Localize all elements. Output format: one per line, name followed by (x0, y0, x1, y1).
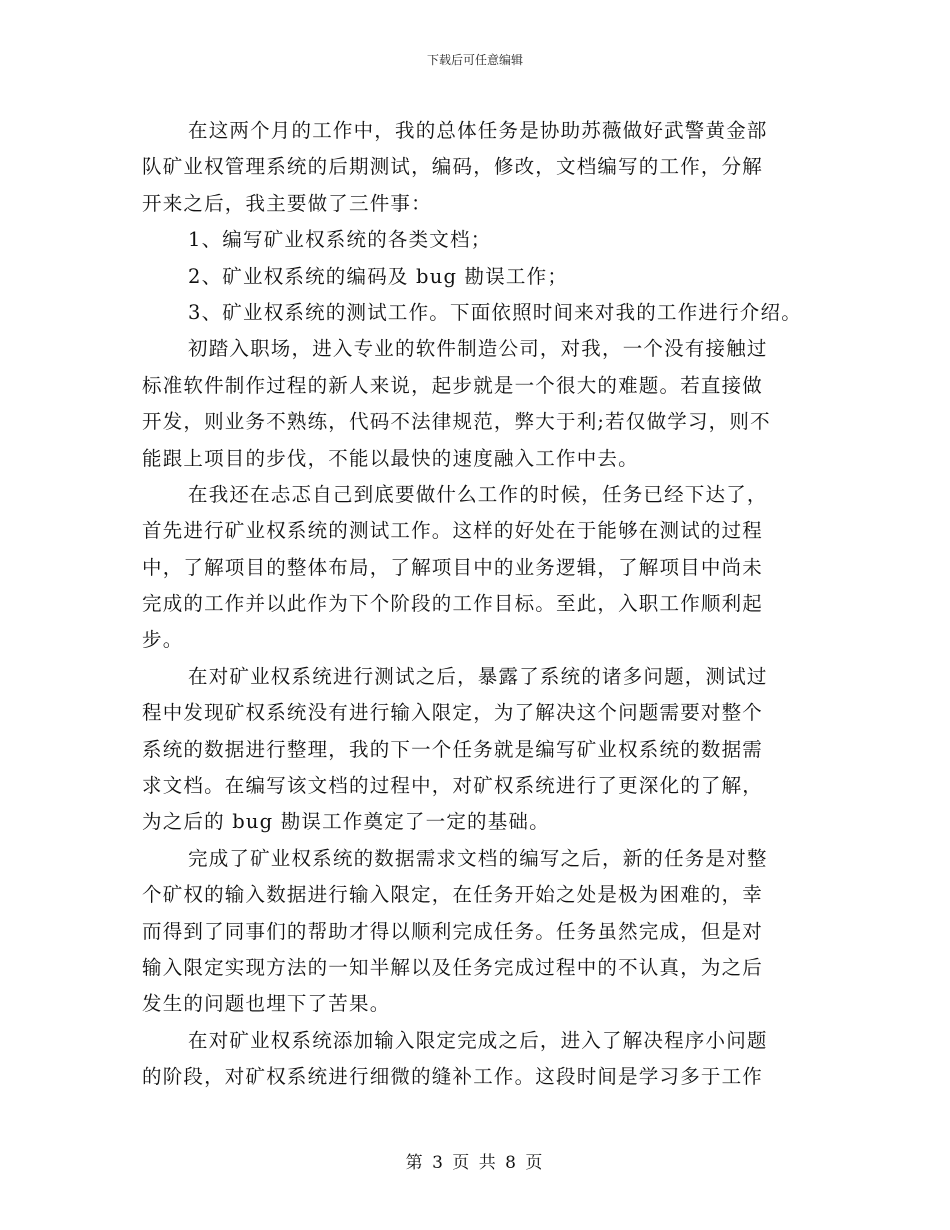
paragraph-bug-fixing (142, 1023, 822, 1096)
paragraph-onboarding (142, 331, 822, 477)
list-item-3 (142, 295, 822, 331)
paragraph-intro (142, 113, 822, 222)
text-line: 完成了矿业权系统的数据需求文档的编写之后，新的任务是对整 (188, 846, 768, 870)
text-line: 程中发现矿权系统没有进行输入限定，为了解决这个问题需要对整个 (142, 701, 764, 725)
text-line: 在对矿业权系统进行测试之后，暴露了系统的诸多问题，测试过 (188, 664, 768, 688)
text-line: 输入限定实现方法的一知半解以及任务完成过程中的不认真，为之后 (142, 955, 764, 979)
text-line: 在对矿业权系统添加输入限定完成之后，进入了解决程序小问题 (188, 1028, 768, 1052)
text-line: 在这两个月的工作中，我的总体任务是协助苏薇做好武警黄金部 (188, 119, 768, 142)
text-line: 队矿业权管理系统的后期测试，编码，修改，文档编写的工作，分解 (142, 155, 764, 179)
text-line: 完成的工作并以此作为下个阶段的工作目标。至此，入职工作顺利起 (142, 592, 764, 616)
text-line: 的阶段，对矿权系统进行细微的缝补工作。这段时间是学习多于工作 (142, 1065, 764, 1089)
text-line: 中，了解项目的整体布局，了解项目中的业务逻辑，了解项目中尚未 (142, 555, 764, 579)
text-line: 1、编写矿业权系统的各类文档； (188, 228, 492, 252)
text-line: 求文档。在编写该文档的过程中，对矿权系统进行了更深化的了解， (142, 774, 764, 798)
document-body (142, 113, 822, 1096)
text-line: 3、矿业权系统的测试工作。下面依照时间来对我的工作进行介绍。 (188, 300, 802, 324)
page-header: 下载后可任意编辑 (426, 53, 523, 67)
text-line: 发生的问题也埋下了苦果。 (142, 992, 391, 1016)
text-line: 为之后的 bug 勘误工作奠定了一定的基础。 (142, 810, 550, 834)
text-line: 系统的数据进行整理，我的下一个任务就是编写矿业权系统的数据需 (142, 737, 764, 761)
text-line: 在我还在忐忑自己到底要做什么工作的时候，任务已经下达了， (188, 482, 768, 506)
text-line: 而得到了同事们的帮助才得以顺利完成任务。任务虽然完成，但是对 (142, 919, 764, 943)
page-footer: 第 3 页 共 8 页 (405, 1153, 545, 1173)
paragraph-input-validation (142, 841, 822, 1023)
text-line: 开发，则业务不熟练，代码不法律规范，弊大于利;若仅做学习，则不 (142, 410, 771, 434)
text-line: 步。 (142, 628, 184, 652)
list-item-2 (142, 259, 822, 295)
paragraph-testing-start (142, 477, 822, 659)
text-line: 能跟上项目的步伐，不能以最快的速度融入工作中去。 (142, 446, 639, 470)
list-item-1 (142, 222, 822, 258)
text-line: 2、矿业权系统的编码及 bug 勘误工作； (188, 264, 569, 288)
text-line: 开来之后，我主要做了三件事： (142, 191, 432, 215)
text-line: 首先进行矿业权系统的测试工作。这样的好处在于能够在测试的过程 (142, 519, 764, 543)
text-line: 初踏入职场，进入专业的软件制造公司，对我，一个没有接触过 (188, 337, 768, 361)
paragraph-requirements-doc (142, 659, 822, 841)
text-line: 个矿权的输入数据进行输入限定，在任务开始之处是极为困难的，幸 (142, 883, 764, 907)
text-line: 标准软件制作过程的新人来说，起步就是一个很大的难题。若直接做 (142, 373, 764, 397)
